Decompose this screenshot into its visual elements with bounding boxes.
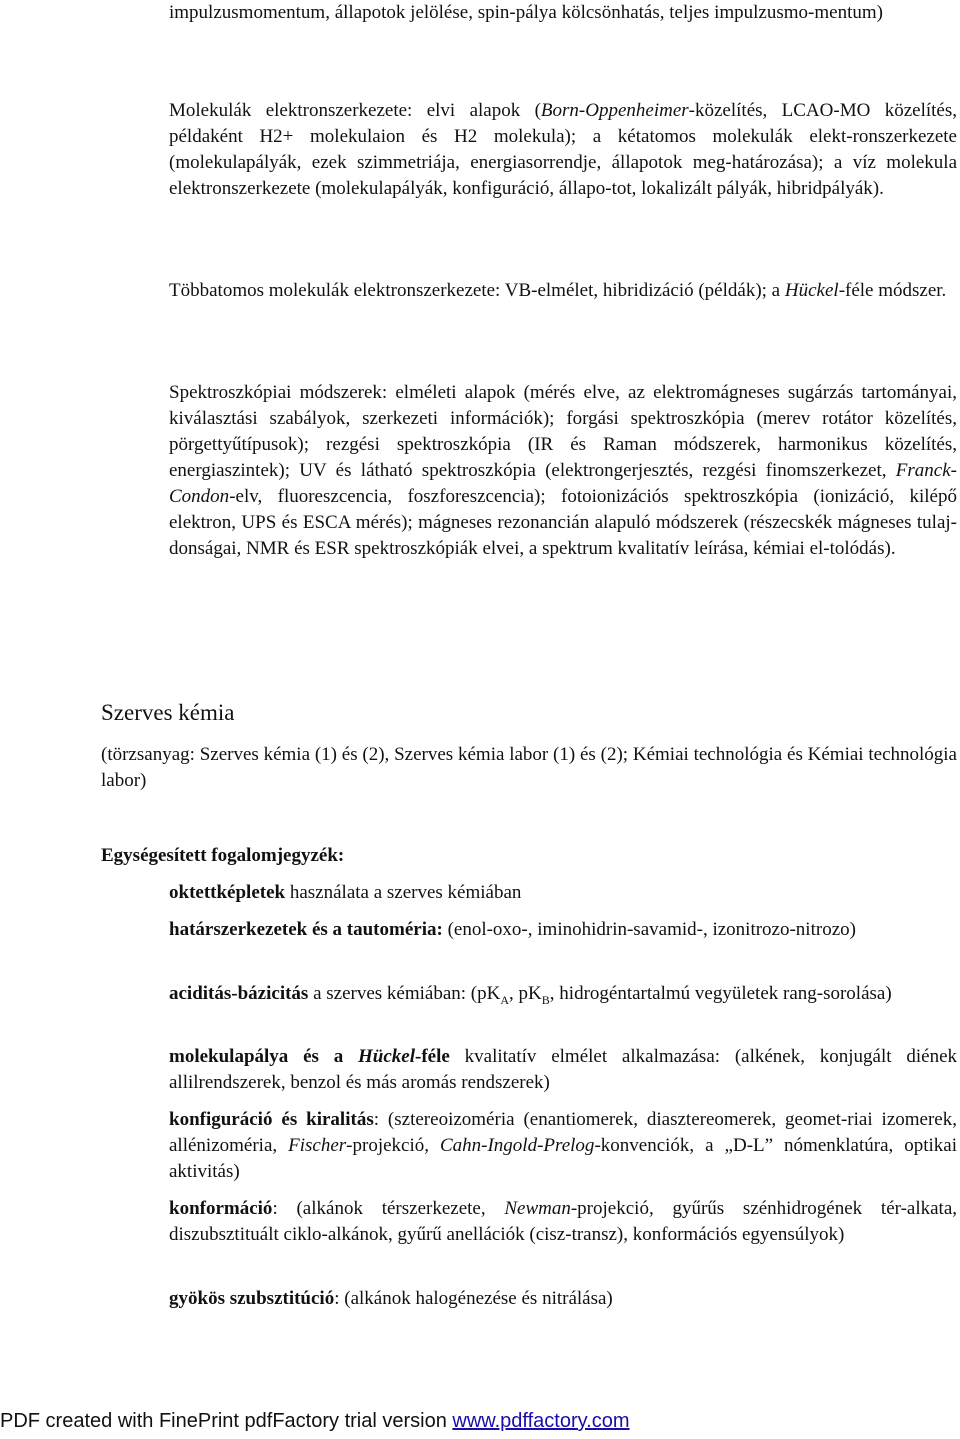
glossary-item: molekulapálya és a Hückel-féle kvalitatív elmélet alkalmazása: (alkének, konjugált diének allilrendszerek, benzol és más aromás rendszerek) [169,1046,957,1093]
core-subjects: (törzsanyag: Szerves kémia (1) és (2), Szerves kémia labor (1) és (2); Kémiai technológia és Kémiai technológia labor) [101,744,957,791]
pdffactory-link[interactable]: www.pdffactory.com [452,1410,630,1432]
glossary-item: konformáció: (alkánok térszerkezete, Newman-projekció, gyűrűs szénhidrogének tér-alkata, diszubsztituált ciklo-alkánok, gyűrű anellációk (cisz-transz), konformációs egyensúlyok) [169,1198,958,1245]
paragraph-molecular-structure: Molekulák elektronszerkezete: elvi alapok (Born-Oppenheimer-közelítés, LCAO-MO közelítés, példaként H2+ molekulaion és H2 molekula); a kétatomos molekulák elekt-ronszerkezete (molekulapályák, ezek szimmetriája, energiasorrendje, állapotok meg-határozása); a víz molekula elektronszerkezete (molekulapályák, konfiguráció, állapo-tot, lokalizált pályák, hibridpályák). [169,100,957,199]
glossary-item: konfiguráció és kiralitás: (sztereoizoméria (enantiomerek, diasztereomerek, geomet-riai izomerek, allénizoméria, Fischer-projekció, Cahn-Ingold-Prelog-konvenciók, a „D-L” nómenklatúra, optikai aktivitás) [169,1109,958,1182]
glossary-item: oktettképletek használata a szerves kémiában [169,882,522,903]
paragraph-spectroscopy: Spektroszkópiai módszerek: elméleti alapok (mérés elve, az elektromágneses sugárzás tartományai, kiválasztási szabályok, szerkezeti információk); forgási spektroszkópia (merev rotátor közelítés, pörgettyűtípusok); rezgési spektroszkópia (IR és Raman módszerek, harmonikus közelítés, energiaszintek); UV és látható spektroszkópia (elektrongerjesztés, rezgési finomszerkezet, Franck-Condon-elv, fluoreszcencia, foszforeszcencia); fotoionizációs spektroszkópia (ionizáció, kilépő elektron, UPS és ESCA mérés); mágneses rezonancián alapuló módszerek (részecskék mágneses tulaj-donságai, NMR és ESR spektroszkópiák elvei, a spektrum kvalitatív leírása, kémiai el-tolódás). [169,382,957,559]
glossary-title: Egységesített fogalomjegyzék: [101,845,345,866]
glossary-item: gyökös szubsztitúció: (alkánok halogénezése és nitrálása) [169,1288,613,1309]
paragraph-continuation: impulzusmomentum, állapotok jelölése, spin-pálya kölcsönhatás, teljes impulzusmo-mentum) [169,2,883,23]
pdf-footer: PDF created with FinePrint pdfFactory trial version www.pdffactory.com [0,1410,630,1432]
paragraph-polyatomic: Többatomos molekulák elektronszerkezete: VB-elmélet, hibridizáció (példák); a Hückel-féle módszer. [169,280,947,301]
section-heading: Szerves kémia [101,700,235,725]
glossary-item: aciditás-bázicitás a szerves kémiában: ($pK_A$, $pK_B$, hidrogéntartalmú vegyületek rang-sorolása) [169,983,892,1007]
glossary-item: határszerkezetek és a tautoméria: (enol-oxo-, iminohidrin-savamid-, izonitrozo-nitrozo) [169,919,856,940]
